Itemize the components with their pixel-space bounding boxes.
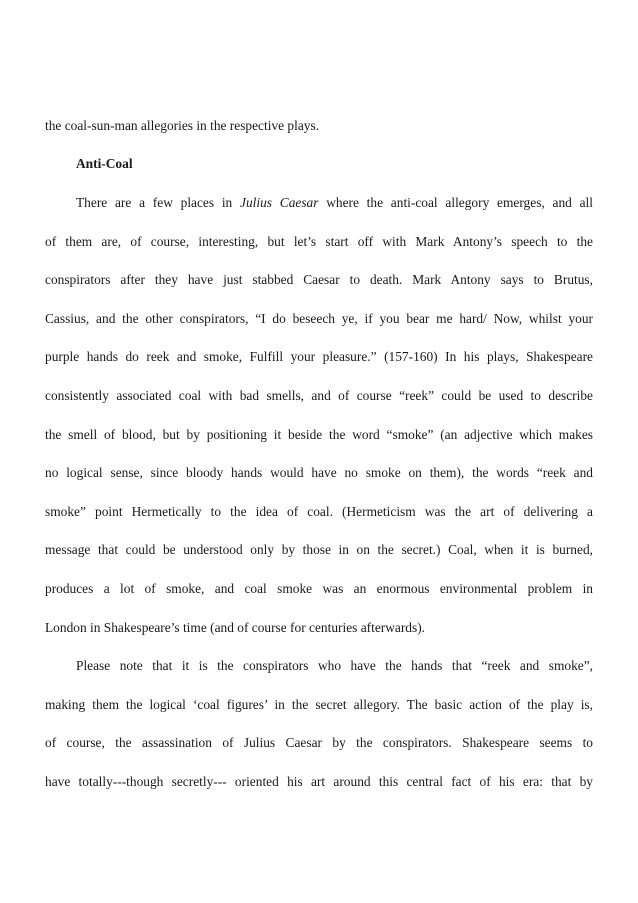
- section-heading: Anti-Coal: [76, 156, 133, 171]
- text-run: where the anti-coal allegory emerges, and all: [318, 195, 593, 210]
- paragraph-1-line-6: consistently associated coal with bad smells, and of course “reek” could be used to describe: [45, 388, 593, 403]
- paragraph-2-line-2: making them the logical ‘coal figures’ in the secret allegory. The basic action of the play is,: [45, 697, 593, 712]
- paragraph-1-line-5: purple hands do reek and smoke, Fulfill your pleasure.” (157-160) In his plays, Shakespeare: [45, 349, 593, 364]
- paragraph-1-line-7: the smell of blood, but by positioning it beside the word “smoke” (an adjective which makes: [45, 427, 593, 442]
- paragraph-1-line-3: conspirators after they have just stabbed Caesar to death. Mark Antony says to Brutus,: [45, 272, 593, 287]
- paragraph-1-line-4: Cassius, and the other conspirators, “I do beseech ye, if you bear me hard/ Now, whilst your: [45, 311, 593, 326]
- paragraph-2-line-1: Please note that it is the conspirators who have the hands that “reek and smoke”,: [76, 658, 593, 673]
- paragraph-1-line-10: message that could be understood only by those in on the secret.) Coal, when it is burned,: [45, 542, 593, 557]
- paragraph-1-line-11: produces a lot of smoke, and coal smoke was an enormous environmental problem in: [45, 581, 593, 596]
- play-title: Julius Caesar: [240, 195, 319, 210]
- paragraph-1-line-8: no logical sense, since bloody hands would have no smoke on them), the words “reek and: [45, 465, 593, 480]
- paragraph-2-line-3: of course, the assassination of Julius Caesar by the conspirators. Shakespeare seems to: [45, 735, 593, 750]
- paragraph-1-line-1: [76, 195, 593, 211]
- intro-line: the coal-sun-man allegories in the respective plays.: [45, 118, 320, 133]
- paragraph-2-line-4: have totally---though secretly--- oriented his art around this central fact of his era: that by: [45, 774, 593, 789]
- paragraph-1-line-12: London in Shakespeare’s time (and of course for centuries afterwards).: [45, 620, 426, 635]
- paragraph-1-line-9: smoke” point Hermetically to the idea of coal. (Hermeticism was the art of delivering a: [45, 504, 593, 519]
- paragraph-1-line-2: of them are, of course, interesting, but let’s start off with Mark Antony’s speech to the: [45, 234, 593, 249]
- text-run: There are a few places in: [76, 195, 241, 210]
